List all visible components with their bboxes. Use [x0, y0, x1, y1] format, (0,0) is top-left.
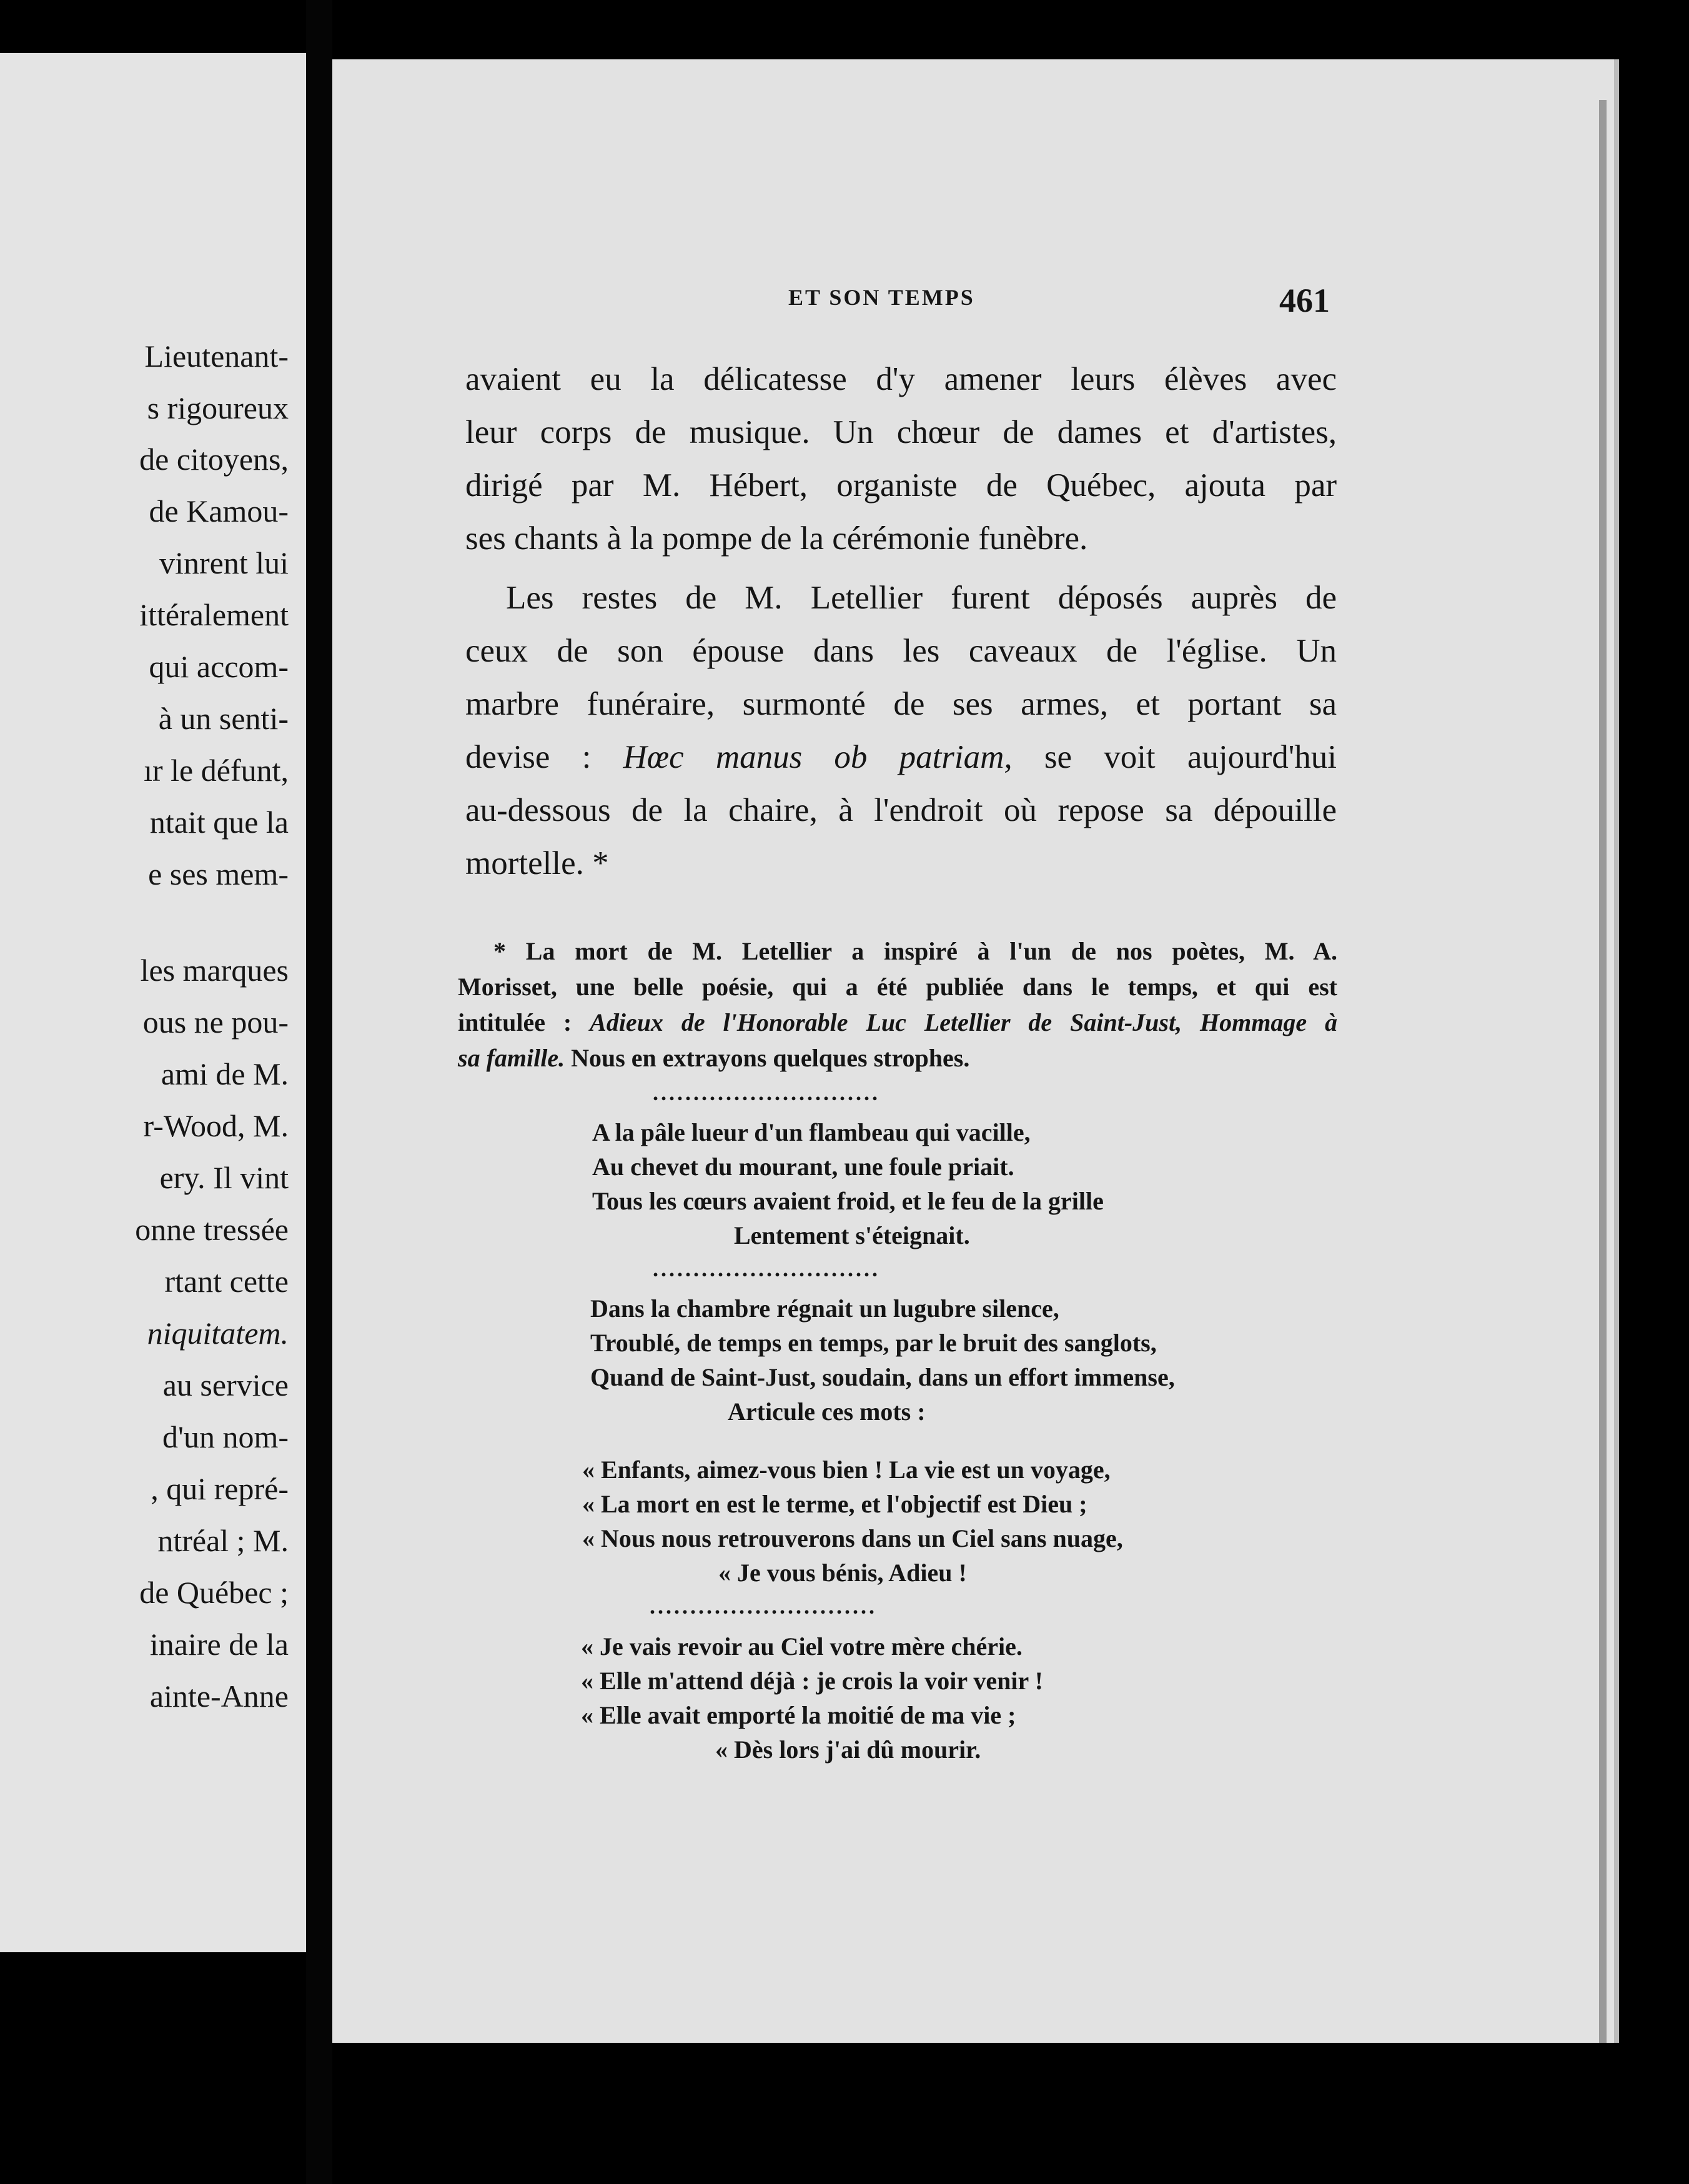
left-page-line: onne tressée	[135, 1212, 289, 1247]
body-line: ceux de son épouse dans les caveaux de l'église. Un	[465, 633, 1337, 669]
footnote-text-segment: Nous en extrayons quelques strophes.	[565, 1044, 970, 1072]
body-line: avaient eu la délicatesse d'y amener leurs élèves avec	[465, 361, 1337, 397]
verse-line: « Nous nous retrouverons dans un Ciel sans nuage,	[582, 1524, 1123, 1552]
body-line: Les restes de M. Letellier furent déposés auprès de	[506, 580, 1337, 616]
left-page-line: r-Wood, M.	[143, 1108, 289, 1143]
left-page-line: au service	[162, 1367, 289, 1402]
body-line: ses chants à la pompe de la cérémonie funèbre.	[465, 520, 1088, 557]
left-page-line: de Québec ;	[139, 1575, 289, 1610]
left-page-line: ittéralement	[139, 597, 289, 632]
verse-line: « Enfants, aimez-vous bien ! La vie est un voyage,	[582, 1456, 1111, 1484]
page-number: 461	[1279, 282, 1330, 319]
body-line: leur corps de musique. Un chœur de dames et d'artistes,	[465, 414, 1337, 450]
verse-line: Quand de Saint-Just, soudain, dans un effort immense,	[590, 1363, 1175, 1391]
left-page-line: ami de M.	[161, 1056, 289, 1091]
body-line: au-dessous de la chaire, à l'endroit où repose sa dépouille	[465, 792, 1337, 828]
left-page-line: Lieutenant-	[144, 339, 289, 374]
body-line: marbre funéraire, surmonté de ses armes, et portant sa	[465, 686, 1337, 722]
verse-line: Tous les cœurs avaient froid, et le feu de la grille	[592, 1187, 1104, 1215]
left-page-line: ır le défunt,	[144, 753, 289, 788]
verse-line: Troublé, de temps en temps, par le bruit des sanglots,	[590, 1329, 1157, 1357]
left-page-line: ous ne pou-	[142, 1005, 289, 1040]
body-line	[465, 731, 1337, 783]
body-line: dirigé par M. Hébert, organiste de Québec, ajouta par	[465, 467, 1337, 504]
left-page-line: , qui repré-	[151, 1471, 289, 1506]
footnote-line: * La mort de M. Letellier a inspiré à l'un de nos poètes, M. A.	[493, 937, 1337, 965]
footnote-line: Morisset, une belle poésie, qui a été publiée dans le temps, et qui est	[458, 973, 1337, 1001]
left-page-line: de citoyens,	[139, 442, 289, 477]
left-page-line: vinrent lui	[159, 545, 289, 580]
left-page-line: de Kamou-	[149, 494, 289, 529]
left-page-line: e ses mem-	[148, 856, 289, 891]
left-page-line: d'un nom-	[162, 1419, 289, 1454]
left-page-line: niquitatem.	[147, 1316, 289, 1351]
verse-line: « Je vous bénis, Adieu !	[718, 1559, 967, 1587]
footnote-text-segment: intitulée :	[458, 1008, 590, 1036]
poem-title: Adieux de l'Honorable Luc Letellier de Saint-Just, Hommage à	[590, 1008, 1337, 1036]
ellipsis-separator: ............................	[653, 1080, 880, 1105]
body-line: mortelle. *	[465, 845, 609, 881]
motto: Hœc manus ob patriam,	[623, 739, 1013, 775]
ellipsis-separator: ............................	[653, 1256, 880, 1281]
book-gutter	[306, 0, 332, 2184]
left-page-line: à un senti-	[158, 701, 289, 736]
running-head: ET SON TEMPS	[788, 285, 975, 310]
body-text-segment: se voit aujourd'hui	[1012, 739, 1337, 775]
verse-line: « Elle m'attend déjà : je crois la voir venir !	[581, 1667, 1043, 1695]
body-text-segment: devise :	[465, 739, 623, 775]
left-page-line: ery. Il vint	[159, 1160, 289, 1195]
left-page-line: ainte-Anne	[149, 1679, 289, 1714]
left-page-line: ntréal ; M.	[157, 1523, 289, 1558]
left-page	[0, 53, 306, 1952]
verse-line: « Dès lors j'ai dû mourir.	[715, 1735, 981, 1764]
verse-line: « Elle avait emporté la moitié de ma vie ;	[581, 1701, 1016, 1729]
left-page-line: qui accom-	[149, 649, 289, 684]
left-page-line: s rigoureux	[147, 390, 289, 425]
left-page-line: rtant cette	[164, 1264, 289, 1299]
left-page-line: ntait que la	[149, 805, 289, 840]
poem-title: sa famille.	[458, 1044, 565, 1072]
verse-line: A la pâle lueur d'un flambeau qui vacille,	[592, 1118, 1031, 1146]
left-page-line: inaire de la	[149, 1627, 289, 1662]
footnote-line	[458, 1005, 1337, 1040]
verse-line: Articule ces mots :	[728, 1397, 926, 1426]
footnote-line	[458, 1041, 1337, 1075]
verse-line: Dans la chambre régnait un lugubre silence,	[590, 1294, 1059, 1323]
left-page-line: les marques	[140, 953, 289, 988]
ellipsis-separator: ............................	[650, 1594, 877, 1619]
verse-line: Lentement s'éteignait.	[734, 1221, 970, 1249]
verse-line: Au chevet du mourant, une foule priait.	[592, 1153, 1014, 1181]
verse-line: « La mort en est le terme, et l'objectif est Dieu ;	[582, 1490, 1087, 1518]
verse-line: « Je vais revoir au Ciel votre mère chérie.	[581, 1632, 1023, 1660]
page-edge	[1599, 100, 1607, 2043]
